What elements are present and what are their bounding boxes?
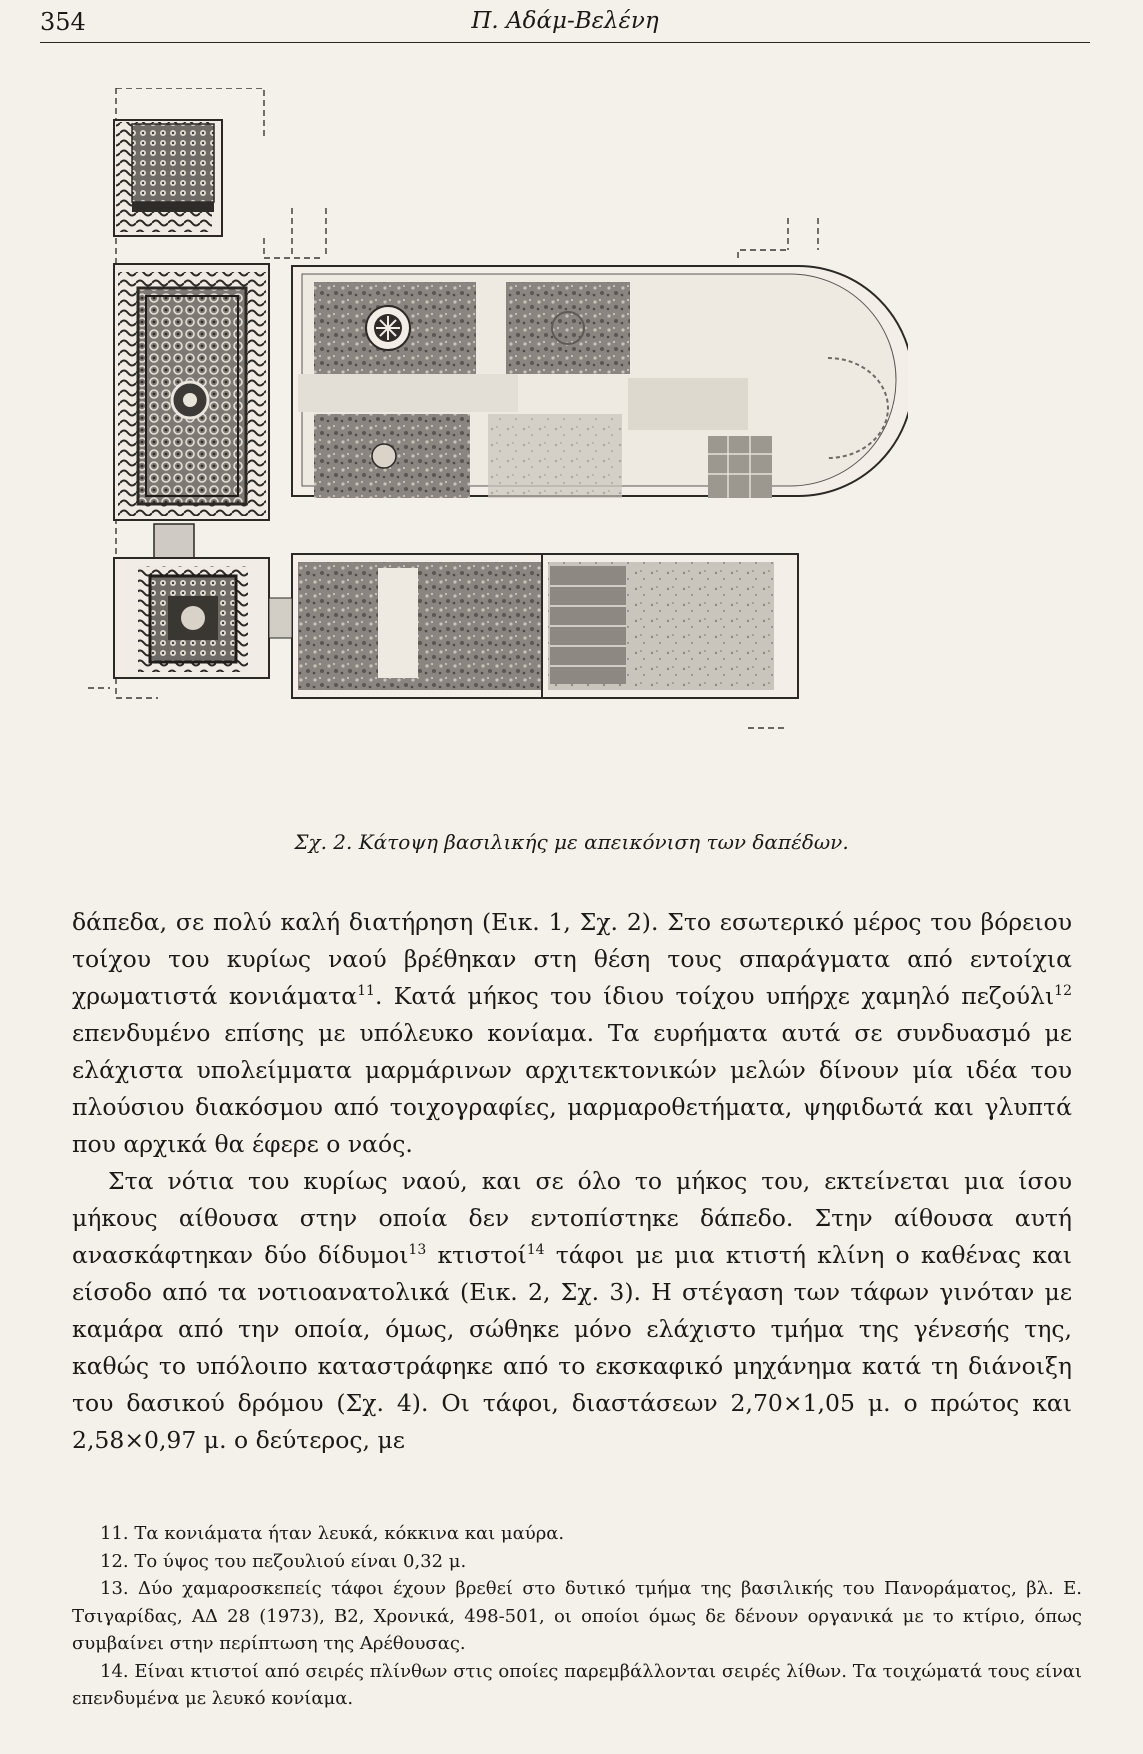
page-number: 354: [40, 8, 86, 36]
paragraph-2-text-2: κτιστοί: [426, 1241, 527, 1269]
footnote-ref-12[interactable]: 12: [1054, 983, 1072, 1000]
paragraph-1: [72, 904, 1072, 1163]
paragraph-2-text-1: Στα νότια του κυρίως ναού, και σε όλο το μήκος του, εκτείνεται μια ίσου μήκους αίθουσα στην οποία δεν εντοπίστηκε δάπεδο. Στην αίθουσα αυτή ανασκάφτηκαν δύο δίδυμοι: [72, 1167, 1072, 1269]
paragraph-2: [72, 1163, 1072, 1459]
footnote-ref-13[interactable]: 13: [408, 1242, 427, 1259]
footnote-14: 14. Είναι κτιστοί από σειρές πλίνθων στις οποίες παρεμβάλλονται σειρές λίθων. Τα τοιχώματά τους είναι επενδυμένα με λευκό κονίαμα.: [72, 1660, 1082, 1709]
paragraph-2-text-3: τάφοι με μια κτιστή κλίνη ο καθένας και είσοδο από τα νοτιοανατολικά (Εικ. 2, Σχ. 3). Η στέγαση των τάφων γινόταν με καμάρα από την οποία, όμως, σώθηκε μόνο ελάχιστο τμήμα της γένεσής της, καθώς το υπόλοιπο καταστράφηκε από το εκσκαφικό μηχάνημα κατά τη διάνοιξη του δασικού δρόμου (Σχ. 4). Οι τάφοι, διαστάσεων 2,70×1,05 μ. ο πρώτος και 2,58×0,97 μ. ο δεύτερος, με: [72, 1241, 1072, 1454]
basilica-plan-figure: [88, 88, 908, 828]
footnote-ref-11[interactable]: 11: [357, 983, 375, 1000]
running-head: [40, 2, 1090, 43]
footnote-11: 11. Τα κονιάματα ήταν λευκά, κόκκινα και μαύρα.: [100, 1523, 565, 1544]
running-title: Π. Αδάμ-Βελένη: [471, 8, 659, 34]
paragraph-1-text-3: επενδυμένο επίσης με υπόλευκο κονίαμα. Τα ευρήματα αυτά σε συνδυασμό με ελάχιστα υπολείμματα μαρμάρινων αρχιτεκτονικών μελών δίνουν μία ιδέα του πλούσιου διακόσμου από τοιχογραφίες, μαρμαροθετήματα, ψηφιδωτά και γλυπτά που αρχικά θα έφερε ο ναός.: [72, 1019, 1072, 1158]
basilica-floor-plan-drawing: [88, 88, 908, 828]
paragraph-1-text-1: δάπεδα, σε πολύ καλή διατήρηση (Εικ. 1, Σχ. 2). Στο εσωτερικό μέρος του βόρειου τοίχου του κυρίως ναού βρέθηκαν στη θέση τους σπαράγματα από εντοίχια χρωματιστά κονιάματα: [72, 908, 1072, 1010]
figure-caption: Σχ. 2. Κάτοψη βασιλικής με απεικόνιση των δαπέδων.: [294, 830, 849, 854]
paragraph-1-text-2: . Κατά μήκος του ίδιου τοίχου υπήρχε χαμηλό πεζούλι: [374, 982, 1055, 1010]
footnote-13: 13. Δύο χαμαροσκεπείς τάφοι έχουν βρεθεί στο δυτικό τμήμα της βασιλικής του Πανοράματος, βλ. Ε. Τσιγαρίδας, ΑΔ 28 (1973), Β2, Χρονικά, 498-501, οι οποίοι όμως δε δένουν οργανικά με το κτίριο, όπως συμβαίνει στην περίπτωση της Αρέθουσας.: [72, 1578, 1082, 1654]
body-text: [72, 904, 1072, 1459]
footnote-12: 12. Το ύψος του πεζουλιού είναι 0,32 μ.: [100, 1550, 467, 1572]
footnote-ref-14[interactable]: 14: [526, 1242, 545, 1259]
footnotes: [72, 1520, 1082, 1713]
